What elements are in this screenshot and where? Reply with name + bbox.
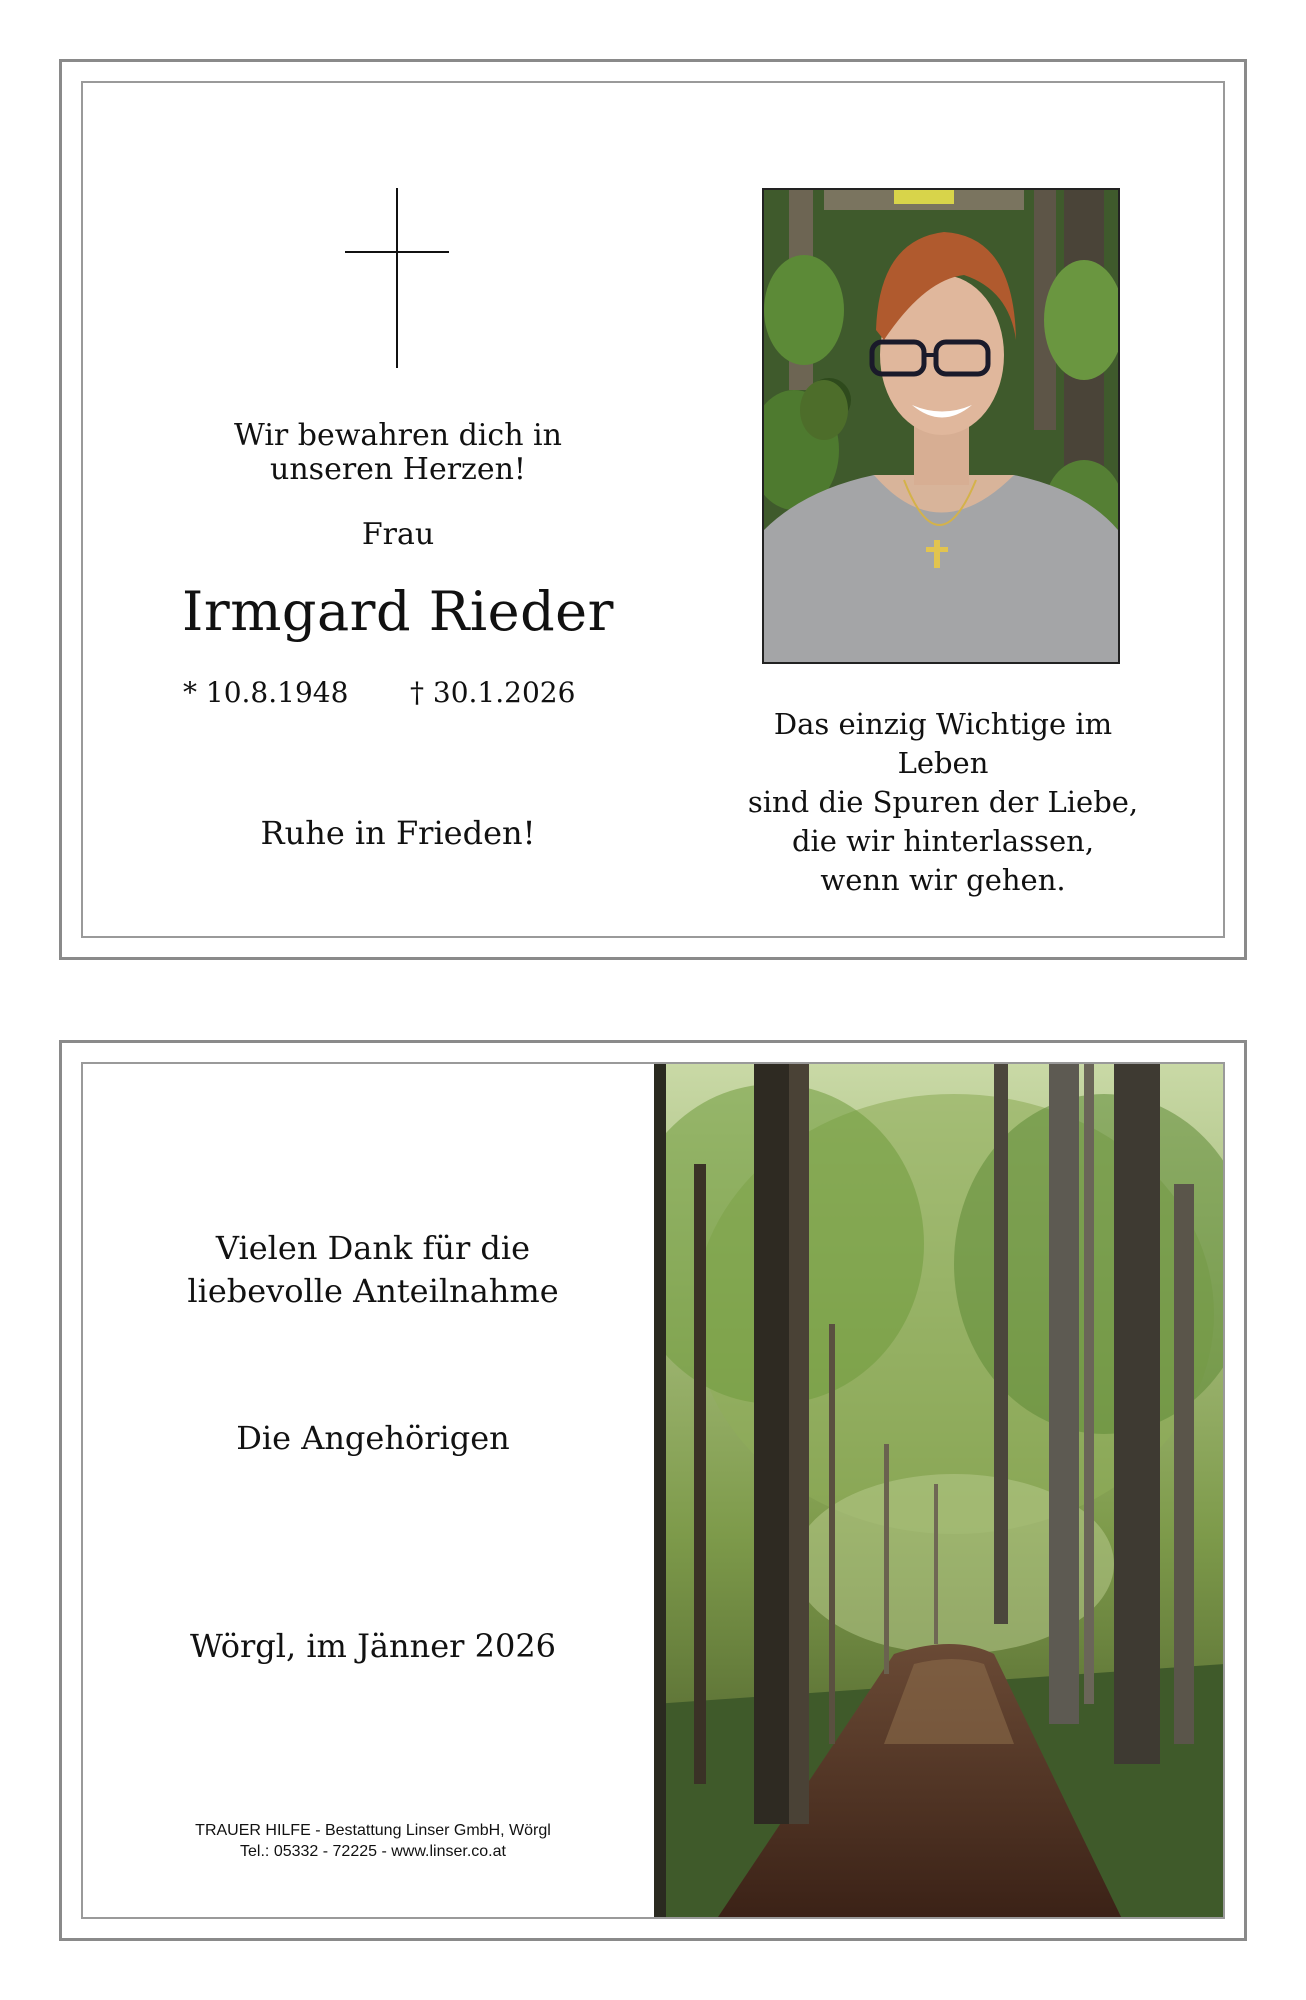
card-front-inner-border <box>81 81 1225 938</box>
verse-right-line: die wir hinterlassen, <box>791 824 1095 858</box>
birth-date: * 10.8.1948 <box>183 676 349 709</box>
thanks-line: Vielen Dank für die <box>215 1229 531 1267</box>
card-back-inner-border <box>81 1062 1225 1919</box>
rest-in-peace-text: Ruhe in Frieden! <box>260 814 536 852</box>
verse-left-line: Wir bewahren dich in <box>234 418 562 453</box>
imprint-line: TRAUER HILFE - Bestattung Linser GmbH, Wörgl <box>195 1822 551 1839</box>
deceased-name: Irmgard Rieder <box>182 580 614 643</box>
imprint-line: Tel.: 05332 - 72225 - www.linser.co.at <box>240 1843 506 1860</box>
death-date: † 30.1.2026 <box>410 676 576 709</box>
family-signature: Die Angehörigen <box>236 1419 510 1457</box>
verse-left-line: unseren Herzen! <box>270 452 526 487</box>
memorial-card-front <box>59 59 1247 960</box>
place-and-date: Wörgl, im Jänner 2026 <box>189 1627 557 1665</box>
cross-icon <box>345 188 449 368</box>
funeral-home-imprint <box>143 1820 603 1862</box>
portrait-illustration <box>764 190 1118 662</box>
verse-right <box>733 705 1153 900</box>
thanks-line: liebevolle Anteilnahme <box>187 1272 559 1310</box>
memorial-card-back <box>59 1040 1247 1941</box>
thanks-text <box>143 1227 603 1313</box>
verse-left <box>173 419 623 487</box>
portrait-photo <box>762 188 1120 664</box>
verse-right-line: wenn wir gehen. <box>820 863 1066 897</box>
verse-right-line: sind die Spuren der Liebe, <box>747 785 1139 819</box>
forest-path-photo <box>654 1064 1224 1919</box>
salutation: Frau <box>361 517 435 552</box>
verse-right-line: Das einzig Wichtige im Leben <box>773 707 1113 780</box>
